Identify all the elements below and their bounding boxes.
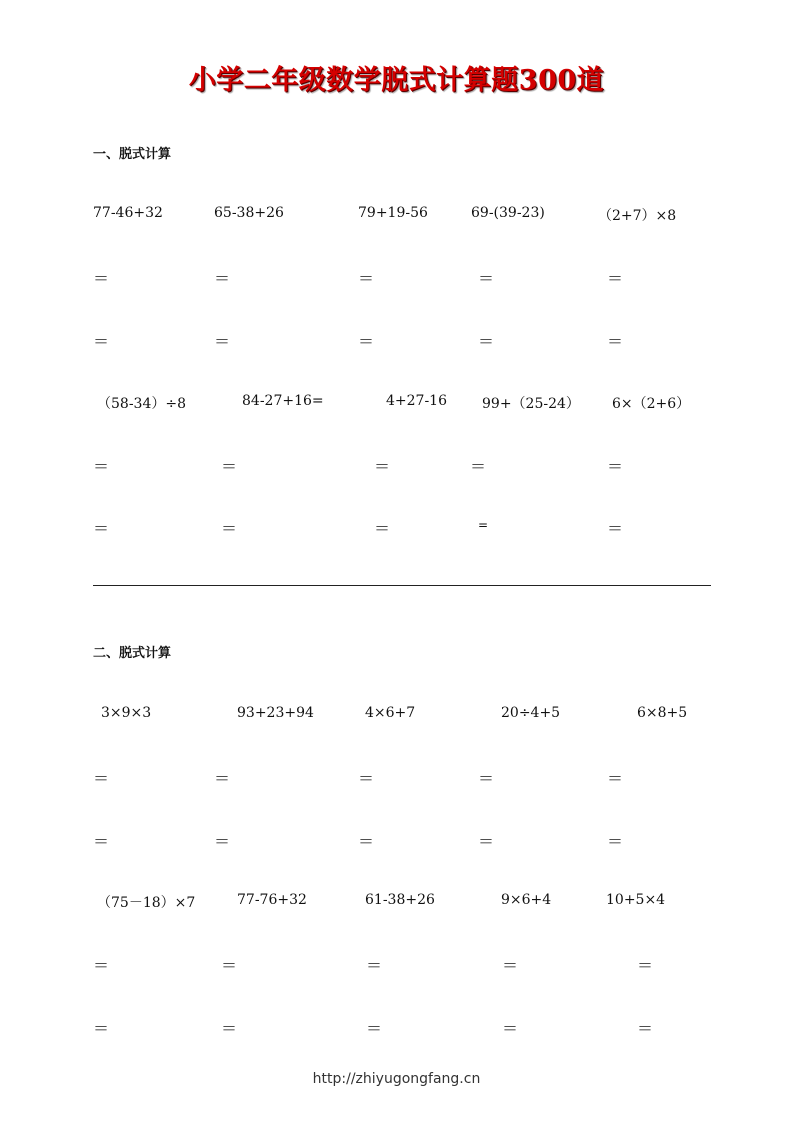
- equals-sign: ＝: [502, 956, 519, 975]
- problem-2-3: 4×6+7: [365, 705, 416, 721]
- equals-sign: ＝: [478, 769, 495, 788]
- equals-sign: ＝: [374, 519, 391, 538]
- equals-sign: ＝: [478, 269, 495, 288]
- equals-sign: ＝: [221, 457, 238, 476]
- problem-1-4: 69-(39-23): [471, 205, 545, 221]
- equals-sign: ＝: [358, 769, 375, 788]
- problem-2-2: 93+23+94: [237, 705, 314, 721]
- equals-sign: ＝: [214, 832, 231, 851]
- problem-2-9: 9×6+4: [501, 892, 552, 908]
- problem-1-8: 4+27-16: [386, 393, 447, 409]
- equals-sign: ＝: [221, 956, 238, 975]
- equals-sign: ＝: [93, 519, 110, 538]
- equals-sign: ＝: [221, 1019, 238, 1038]
- equals-sign: ＝: [502, 1019, 519, 1038]
- equals-sign: ＝: [93, 457, 110, 476]
- problem-2-5: 6×8+5: [637, 705, 688, 721]
- problem-1-3: 79+19-56: [358, 205, 428, 221]
- problem-1-2: 65-38+26: [214, 205, 284, 221]
- equals-sign: ＝: [93, 1019, 110, 1038]
- equals-sign: ＝: [93, 956, 110, 975]
- equals-sign: ＝: [607, 332, 624, 351]
- problem-1-10: 6×（2+6）: [612, 396, 691, 412]
- problem-2-7: 77-76+32: [237, 892, 307, 908]
- problem-1-7: 84-27+16=: [242, 393, 324, 409]
- equals-sign: ＝: [93, 332, 110, 351]
- problem-1-5: （2+7）×8: [598, 208, 677, 224]
- equals-sign: ＝: [470, 457, 487, 476]
- equals-sign: ＝: [478, 832, 495, 851]
- equals-sign: ＝: [478, 332, 495, 351]
- equals-sign: ＝: [214, 769, 231, 788]
- problem-1-9: 99+（25-24）: [482, 396, 580, 412]
- equals-sign: ＝: [366, 1019, 383, 1038]
- equals-sign: ＝: [93, 769, 110, 788]
- problem-2-8: 61-38+26: [365, 892, 435, 908]
- problem-2-1: 3×9×3: [101, 705, 152, 721]
- equals-sign: ＝: [93, 832, 110, 851]
- footer-url[interactable]: http://zhiyugongfang.cn: [312, 1071, 481, 1087]
- section-2-heading: 二、脱式计算: [93, 646, 172, 661]
- equals-sign: ＝: [221, 519, 238, 538]
- problem-1-6: （58-34）÷8: [97, 396, 186, 412]
- equals-sign: ＝: [214, 269, 231, 288]
- page-title: 小学二年级数学脱式计算题300道: [188, 65, 605, 96]
- equals-sign: ＝: [214, 332, 231, 351]
- equals-sign: ＝: [607, 832, 624, 851]
- problem-2-10: 10+5×4: [606, 892, 666, 908]
- equals-sign: ＝: [93, 269, 110, 288]
- problem-2-4: 20÷4+5: [501, 705, 561, 721]
- equals-sign: ＝: [637, 956, 654, 975]
- equals-sign: ＝: [358, 832, 375, 851]
- equals-sign: ＝: [358, 332, 375, 351]
- equals-sign: ＝: [607, 519, 624, 538]
- equals-sign-small: =: [478, 518, 489, 532]
- equals-sign: ＝: [607, 769, 624, 788]
- section-1-heading: 一、脱式计算: [93, 147, 172, 162]
- problem-1-1: 77-46+32: [93, 205, 163, 221]
- equals-sign: ＝: [637, 1019, 654, 1038]
- equals-sign: ＝: [366, 956, 383, 975]
- equals-sign: ＝: [358, 269, 375, 288]
- problem-2-6: （75－18）×7: [97, 895, 196, 911]
- equals-sign: ＝: [607, 269, 624, 288]
- equals-sign: ＝: [374, 457, 391, 476]
- equals-sign: ＝: [607, 457, 624, 476]
- section-divider: [93, 585, 711, 586]
